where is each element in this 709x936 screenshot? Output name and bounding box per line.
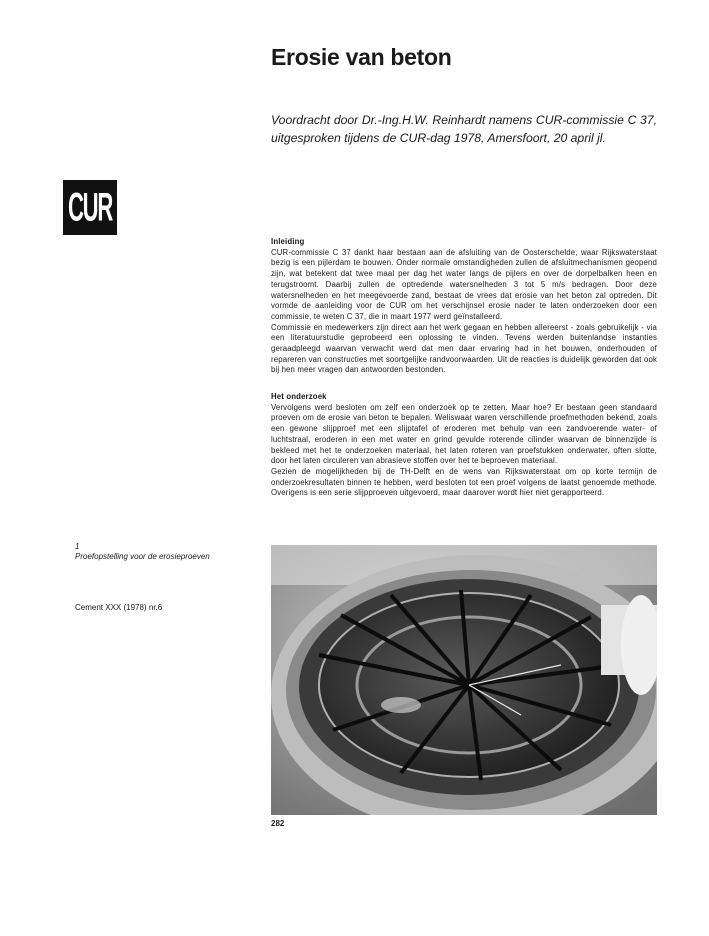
paragraph: Vervolgens werd besloten om zelf een onderzoek op te zetten. Maar hoe? Er bestaan geen standaard proeven om de erosie van beton te bepalen. Weliswaar waren verschillende proefmethoden bekend, zoals een gewone slijpproef met een slijptafel of eroderen met behulp van een zandvoerende water- of luchtstraal, eroderen in een met water en grind gevulde roterende cilinder waarvan de binnenzijde is bekleed met het te onderzoeken materiaal, het laten roteren van proefstukken onderwater, often slotte, door het laten circuleren van abrasieve stoffen over het te beproeven materiaal. bbox=[271, 402, 657, 466]
paragraph: CUR-commissie C 37 dankt haar bestaan aan de afsluiting van de Oosterschelde, waar Rijkswaterstaat bezig is een pijlerdam te bouwen. Onder normale omstandigheden zullen de afsluitmechanismen geopend zijn, wat betekent dat twee maal per dag het water langs de pijlers en over de dorpelbalken heen en terugstroomt. Daarbij zullen de optredende watersnelheden 3 tot 5 m/s bedragen. Door deze watersnelheden en het meegevoerde zand, bestaat de vrees dat erosie van het beton zal optreden. Dit vormde de aanleiding voor de CUR om het verschijnsel erosie nader te laten onderzoeken door een commissie, te weten C 37, die in maart 1977 werd geïnstalleerd. bbox=[271, 247, 657, 321]
section-inleiding bbox=[271, 237, 657, 376]
paragraph: Commissie en medewerkers zijn direct aan het werk gegaan en hebben allereerst - zoals gebruikelijk - via een literatuurstudie geprobeerd een oplossing te vinden. Tevens werden buitenlandse instanties geraadpleegd waarvan verwacht werd dat men daar ervaring had in het bouwen, onderhouden of repareren van constructies met soortgelijke randvoorwaarden. Uit de reacties is duidelijk geworden dat ook bij hen meer vragen dan antwoorden bestonden. bbox=[271, 322, 657, 375]
article-subtitle: Voordracht door Dr.-Ing.H.W. Reinhardt namens CUR-commissie C 37, uitgesproken tijdens de CUR-dag 1978, Amersfoort, 20 april jl. bbox=[271, 113, 657, 145]
test-setup-photo bbox=[271, 545, 657, 815]
journal-reference: Cement XXX (1978) nr.6 bbox=[75, 603, 163, 612]
section-onderzoek bbox=[271, 392, 657, 499]
article-title: Erosie van beton bbox=[271, 44, 452, 70]
cur-logo bbox=[63, 180, 117, 235]
paragraph: Gezien de mogelijkheden bij de TH-Delft en de wens van Rijkswaterstaat om op korte termijn de onderzoekresultaten binnen te hebben, werd besloten tot een proef volgens de laatst genoemde methode. Overigens is een serie slijpproeven uitgevoerd, maar daarover wordt hier niet gerapporteerd. bbox=[271, 466, 657, 498]
section-heading: Het onderzoek bbox=[271, 392, 327, 401]
figure-caption: Proefopstelling voor de erosieproeven bbox=[75, 552, 210, 561]
section-heading: Inleiding bbox=[271, 237, 305, 246]
cur-logo-text: CUR bbox=[67, 183, 113, 230]
figure-number: 1 bbox=[75, 542, 80, 551]
page-number: 282 bbox=[271, 819, 285, 828]
